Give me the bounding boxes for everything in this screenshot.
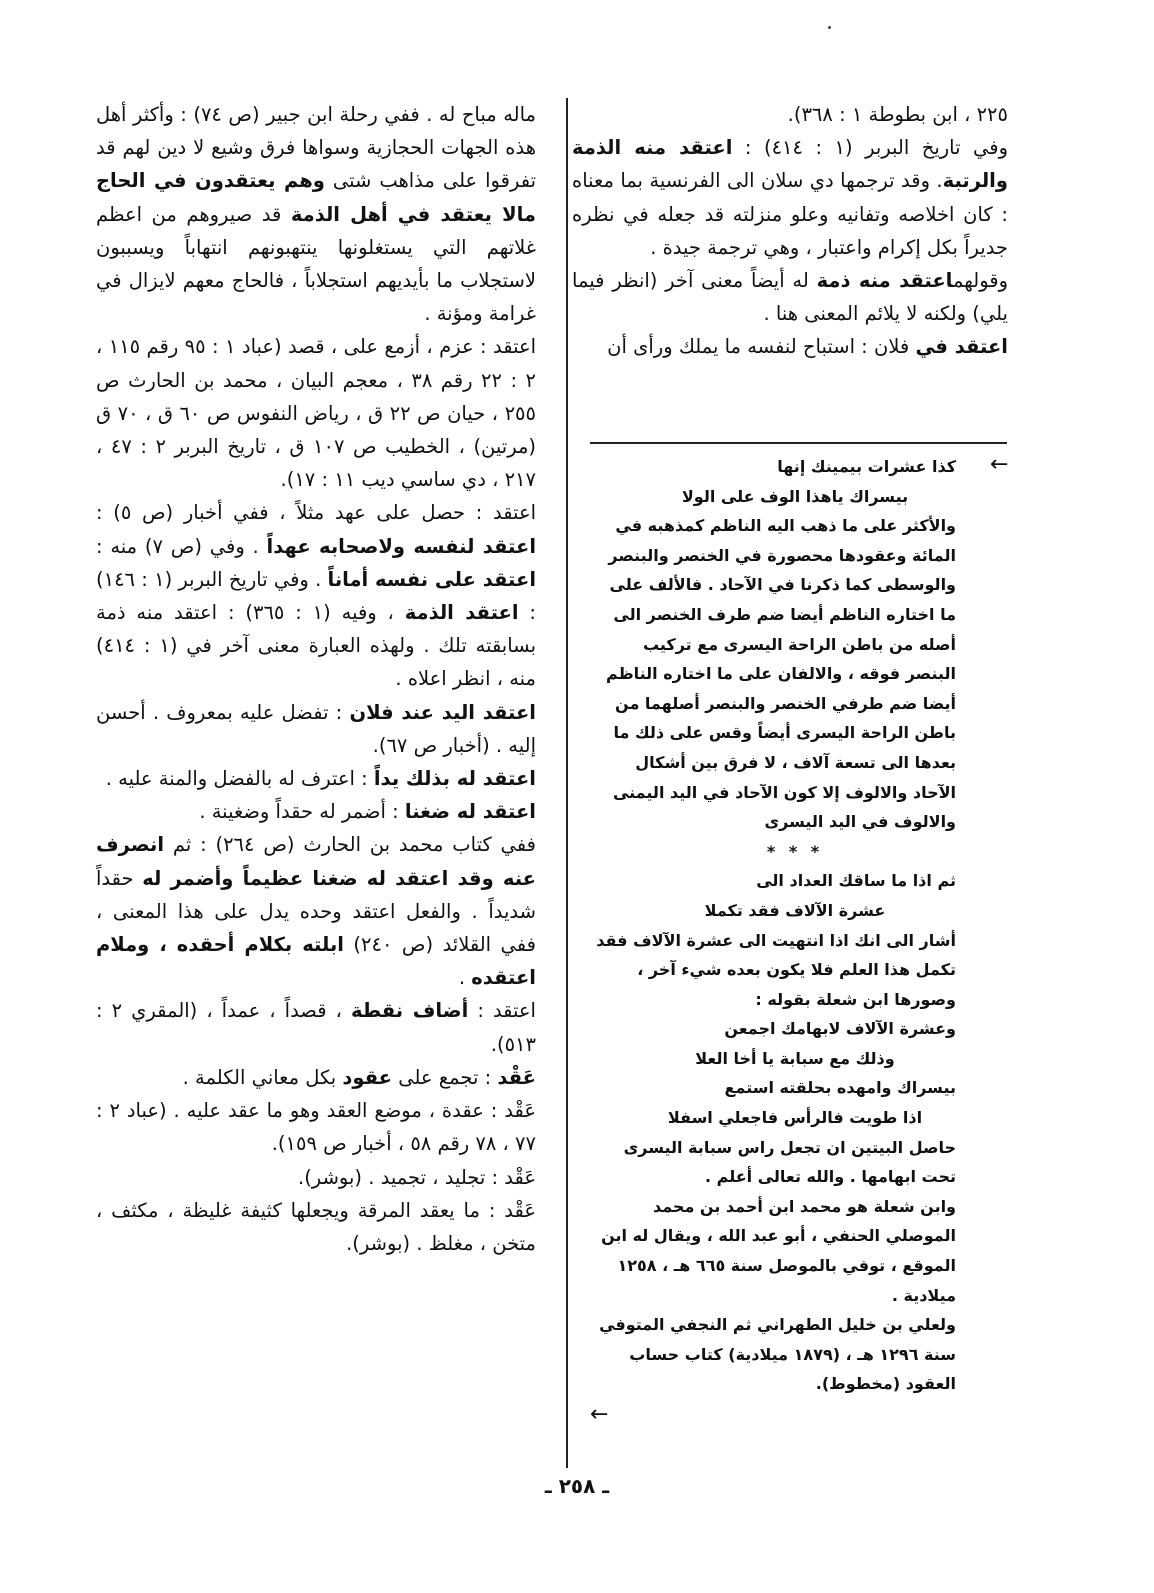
left-paragraph-8: اعتقد : أضاف نقطة ، قصداً ، عمداً ، (المقري ٢ : ٥١٣). — [96, 999, 536, 1056]
column-divider — [566, 98, 568, 1468]
left-paragraph-4: اعتقد اليد عند فلان : تفضل عليه بمعروف . أحسن إليه . (أخبار ص ٦٧). — [96, 700, 536, 757]
note-separator: * * * — [766, 841, 824, 861]
note-verse: وذلك مع سبابة يا أخا العلا — [695, 1048, 895, 1068]
continuation-arrow-icon: ← — [590, 1402, 609, 1427]
note-verse: بيسراك ياهذا الوف على الولا — [681, 486, 909, 506]
note-verse: وعشرة الآلاف لابهامك اجمعن — [724, 1019, 956, 1039]
left-paragraph-1: ماله مباح له . ففي رحلة ابن جبير (ص ٧٤) : وأكثر أهل هذه الجهات الحجازية وسواها فرق وشيع لا دين لهم قد تفرقوا على مذاهب شتى وهم يعتقدون في الحاج مالا يعتقد في أهل الذمة قد صيروهم من اعظم غلاتهم التي يستغلونها ينتهبونهم انتهاباً ويسببون لاستجلاب ما بأيديهم استجلاباً ، فالحاج معهم لايزال في غرامة ومؤنة . — [96, 103, 537, 326]
note-verse: ثم اذا ما ساقك العداد الى — [756, 871, 956, 891]
note-paragraph: وابن شعلة هو محمد ابن أحمد بن محمد الموصلي الحنفي ، أبو عبد الله ، ويقال له ابن الموقع ، توفي بالموصل سنة ٦٦٥ هـ ، ١٢٥٨ ميلادية . — [601, 1196, 956, 1305]
left-paragraph-11: عَقْد : تجليد ، تجميد . (بوشر). — [298, 1165, 536, 1189]
right-paragraph-2: وفي تاريخ البربر (١ : ٤١٤) : اعتقد منه الذمة والرتبة. وقد ترجمها دي سلان الى الفرنسية بما معناه : كان اخلاصه وتفانيه وعلو منزلته قد جعله في نظره جديراً بكل إكرام واعتبار ، وهي ترجمة جيدة . — [572, 136, 1009, 259]
left-paragraph-9: عَقْد : تجمع على عقود بكل معاني الكلمة . — [182, 1065, 536, 1089]
left-paragraph-6: اعتقد له ضغنا : أضمر له حقداً وضغينة . — [199, 800, 536, 824]
left-column — [96, 98, 536, 1260]
right-column — [572, 98, 1008, 364]
continuation-arrow-icon: ← — [990, 452, 1009, 477]
left-paragraph-3: اعتقد : حصل على عهد مثلاً ، ففي أخبار (ص ٥) : اعتقد لنفسه ولاصحابه عهداً . وفي (ص ٧) منه : اعتقد على نفسه أماناً . وفي تاريخ البربر (١ : ١٤٦) : اعتقد الذمة ، وفيه (١ : ٣٦٥) : اعتقد منه ذمة بسابقته تلك . ولهذه العبارة معنى آخر في (١ : ٤١٤) منه ، انظر اعلاه . — [96, 501, 537, 691]
left-paragraph-7: ففي كتاب محمد بن الحارث (ص ٢٦٤) : ثم انصرف عنه وقد اعتقد له ضغنا عظيماً وأضمر له حقداً شديداً . والفعل اعتقد وحده يدل على هذا المعنى ، ففي القلائد (ص ٢٤٠) ابلته بكلام أحقده ، وملام اعتقده . — [96, 833, 536, 990]
left-paragraph-2: اعتقد : عزم ، أزمع على ، قصد (عباد ١ : ٩٥ رقم ١١٥ ، ٢ : ٢٢ رقم ٣٨ ، معجم البيان ، محمد بن الحارث ص ٢٥٥ ، حيان ص ٢٢ ق ، رياض النفوس ص ٦٠ ق ، ٧٠ ق (مرتين) ، الخطيب ص ١٠٧ ق ، تاريخ البربر ٢ : ٤٧ ، ٢١٧ ، دي ساسي ديب ١١ : ١٧). — [96, 335, 537, 492]
note-paragraph: حاصل البيتين ان تجعل راس سبابة اليسرى تحت ابهامها . والله تعالى أعلم . — [623, 1137, 956, 1187]
note-paragraph: والأكثر على ما ذهب اليه الناظم كمذهبه في المائة وعقودها محصورة في الخنصر والبنصر والوسطى كما ذكرنا في الآحاد . فالألف على ما اختاره الناظم أيضا ضم طرف الخنصر الى أصله من باطن الراحة اليسرى مع تركيب البنصر فوقه ، والالفان على ما اختاره الناظم أيضا ضم طرفي الخنصر والبنصر أصلهما من باطن الراحة اليسرى أيضاً وقس على ذلك ما بعدها الى تسعة آلاف ، لا فرق بين أشكال الآحاد والالوف إلا كون الآحاد في اليد اليمنى والالوف في اليد اليسرى — [606, 516, 956, 832]
note-paragraph: أشار الى انك اذا انتهيت الى عشرة الآلاف فقد تكمل هذا العلم فلا يكون بعده شيء آخر ، وصورها ابن شعلة بقوله : — [596, 930, 956, 1009]
left-paragraph-12: عَقْد : ما يعقد المرقة ويجعلها كثيفة غليظة ، مكثف ، متخن ، مغلظ . (بوشر). — [96, 1198, 536, 1255]
note-verse: عشرة الآلاف فقد تكملا — [704, 900, 886, 920]
note-verse: اذا طويت فالرأس فاجعلي اسفلا — [667, 1108, 923, 1128]
left-paragraph-10: عَقْد : عقدة ، موضع العقد وهو ما عقد عليه . (عباد ٢ : ٧٧ ، ٧٨ رقم ٥٨ ، أخبار ص ١٥٩). — [96, 1099, 536, 1156]
right-paragraph-1: ٢٢٥ ، ابن بطوطة ١ : ٣٦٨). — [787, 103, 1008, 126]
note-verse: كذا عشرات بيمينك إنها — [777, 457, 956, 476]
note-verse: بيسراك وامهده بحلقته استمع — [724, 1078, 956, 1098]
page-number: ـ ٢٥٨ ـ — [544, 1474, 610, 1498]
footnotes — [590, 452, 970, 1399]
scan-speck — [828, 26, 831, 29]
right-paragraph-3: وقولهماعتقد منه ذمة له أيضاً معنى آخر (انظر فيما يلي) ولكنه لا يلائم المعنى هنا . — [572, 269, 1009, 326]
footnote-rule — [590, 442, 1007, 444]
right-paragraph-4: اعتقد في فلان : استباح لنفسه ما يملك ورأى أن — [607, 335, 1008, 359]
note-paragraph: ولعلي بن خليل الطهراني ثم النجفي المتوفي سنة ١٢٩٦ هـ ، (١٨٧٩ ميلادية) كتاب حساب العقود (مخطوط). — [599, 1315, 956, 1394]
left-paragraph-5: اعتقد له بذلك يداً : اعترف له بالفضل والمنة عليه . — [105, 767, 536, 791]
